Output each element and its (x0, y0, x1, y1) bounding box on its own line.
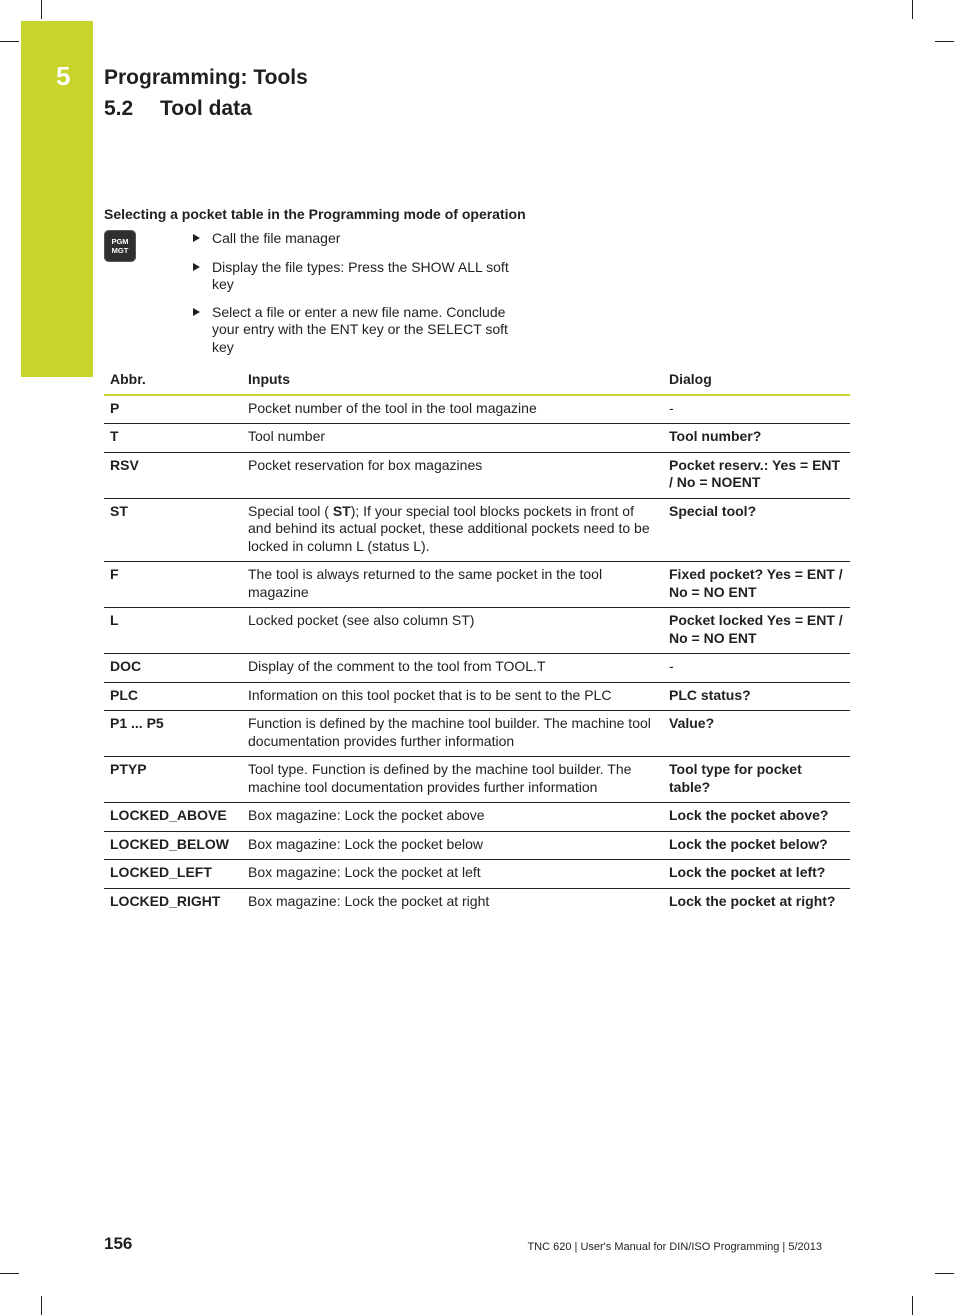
header-abbr: Abbr. (104, 368, 242, 395)
section-title: Tool data (160, 97, 252, 120)
header-dialog: Dialog (663, 368, 850, 395)
inputs-text: Special tool ( (248, 502, 329, 519)
inputs-text: ); If your special tool blocks pockets in front of and behind its actual pocket, these additional pockets need to be locked in column L (status L). (248, 502, 650, 554)
crop-mark (912, 1296, 913, 1315)
cell-dialog: Tool type for pocket table? (663, 757, 850, 803)
cell-dialog: Lock the pocket above? (663, 803, 850, 832)
key-label-line1: PGM (111, 237, 129, 246)
table-header-row (104, 368, 850, 395)
cell-inputs: Display of the comment to the tool from TOOL.T (242, 654, 663, 683)
cell-abbr: LOCKED_LEFT (104, 860, 242, 889)
cell-inputs: Box magazine: Lock the pocket at right (248, 892, 490, 909)
cell-abbr: DOC (104, 654, 242, 683)
pgm-mgt-key-icon (104, 230, 136, 262)
cell-dialog: Lock the pocket at right? (669, 892, 836, 909)
table-row (104, 803, 850, 832)
table-row (104, 562, 850, 608)
crop-mark (0, 1273, 19, 1274)
table-row (104, 654, 850, 683)
cell-abbr: LOCKED_RIGHT (110, 892, 221, 909)
cell-dialog: Fixed pocket? Yes = ENT / No = NO ENT (663, 562, 850, 608)
cell-abbr: T (104, 424, 242, 453)
pocket-table-columns (104, 368, 850, 916)
crop-mark (41, 1296, 42, 1315)
crop-mark (935, 1273, 954, 1274)
table-row (104, 831, 850, 860)
cell-inputs: Locked pocket (see also column ST) (242, 608, 663, 654)
triangle-bullet-icon (193, 263, 200, 271)
cell-inputs: Box magazine: Lock the pocket above (242, 803, 663, 832)
footer-text: TNC 620 | User's Manual for DIN/ISO Programming | 5/2013 (527, 1241, 822, 1253)
cell-abbr: F (104, 562, 242, 608)
cell-dialog: Pocket locked Yes = ENT / No = NO ENT (663, 608, 850, 654)
step-item (192, 304, 532, 357)
table-row (104, 682, 850, 711)
cell-dialog: - (663, 395, 850, 424)
section-title-line (104, 97, 252, 121)
section-heading: Selecting a pocket table in the Programming mode of operation (104, 206, 526, 222)
cell-abbr: PTYP (104, 757, 242, 803)
cell-abbr: LOCKED_BELOW (104, 831, 242, 860)
crop-mark (935, 41, 954, 42)
table-row (104, 498, 850, 562)
cell-abbr: PLC (104, 682, 242, 711)
cell-dialog: Value? (663, 711, 850, 757)
crop-mark (41, 0, 42, 19)
step-text: Call the file manager (212, 230, 341, 246)
crop-mark (0, 41, 19, 42)
cell-dialog: Pocket reserv.: Yes = ENT / No = NOENT (663, 452, 850, 498)
section-number: 5.2 (104, 97, 134, 120)
cell-abbr: LOCKED_ABOVE (104, 803, 242, 832)
table-row (104, 452, 850, 498)
table-row (104, 424, 850, 453)
cell-abbr: L (104, 608, 242, 654)
step-item (192, 230, 532, 248)
table-row (104, 711, 850, 757)
table-row (104, 860, 850, 889)
table-row (104, 608, 850, 654)
cell-inputs: Box magazine: Lock the pocket at left (242, 860, 663, 889)
triangle-bullet-icon (193, 308, 200, 316)
cell-inputs: Pocket number of the tool in the tool magazine (242, 395, 663, 424)
step-text: Display the file types: Press the SHOW ALL soft key (212, 258, 509, 292)
page-number: 156 (104, 1234, 133, 1253)
cell-inputs: Pocket reservation for box magazines (242, 452, 663, 498)
cell-inputs: Tool number (242, 424, 663, 453)
cell-abbr: RSV (104, 452, 242, 498)
cell-dialog: - (663, 654, 850, 683)
table-row (104, 888, 850, 916)
step-item (192, 259, 532, 294)
step-list (192, 230, 532, 366)
header-inputs: Inputs (242, 368, 663, 395)
cell-inputs: The tool is always returned to the same pocket in the tool magazine (242, 562, 663, 608)
cell-dialog: Lock the pocket below? (663, 831, 850, 860)
key-label-line2: MGT (111, 246, 129, 255)
cell-inputs: Function is defined by the machine tool builder. The machine tool documentation provides further information (242, 711, 663, 757)
inputs-bold: ST (332, 502, 351, 519)
table-row (104, 757, 850, 803)
crop-mark (912, 0, 913, 19)
chapter-number: 5 (56, 61, 71, 91)
cell-abbr: ST (104, 498, 242, 562)
cell-abbr: P1 ... P5 (104, 711, 242, 757)
chapter-title: Programming: Tools (104, 66, 308, 89)
cell-dialog: PLC status? (663, 682, 850, 711)
cell-inputs: Information on this tool pocket that is to be sent to the PLC (242, 682, 663, 711)
step-text: Select a file or enter a new file name. Conclude your entry with the ENT key or the SELECT soft key (212, 303, 508, 355)
triangle-bullet-icon (193, 234, 200, 242)
cell-inputs (242, 498, 663, 562)
cell-dialog: Lock the pocket at left? (663, 860, 850, 889)
cell-inputs: Box magazine: Lock the pocket below (242, 831, 663, 860)
cell-inputs: Tool type. Function is defined by the machine tool builder. The machine tool documentation provides further information (242, 757, 663, 803)
cell-dialog: Special tool? (663, 498, 850, 562)
cell-abbr: P (104, 395, 242, 424)
cell-dialog: Tool number? (663, 424, 850, 453)
table-row (104, 395, 850, 424)
